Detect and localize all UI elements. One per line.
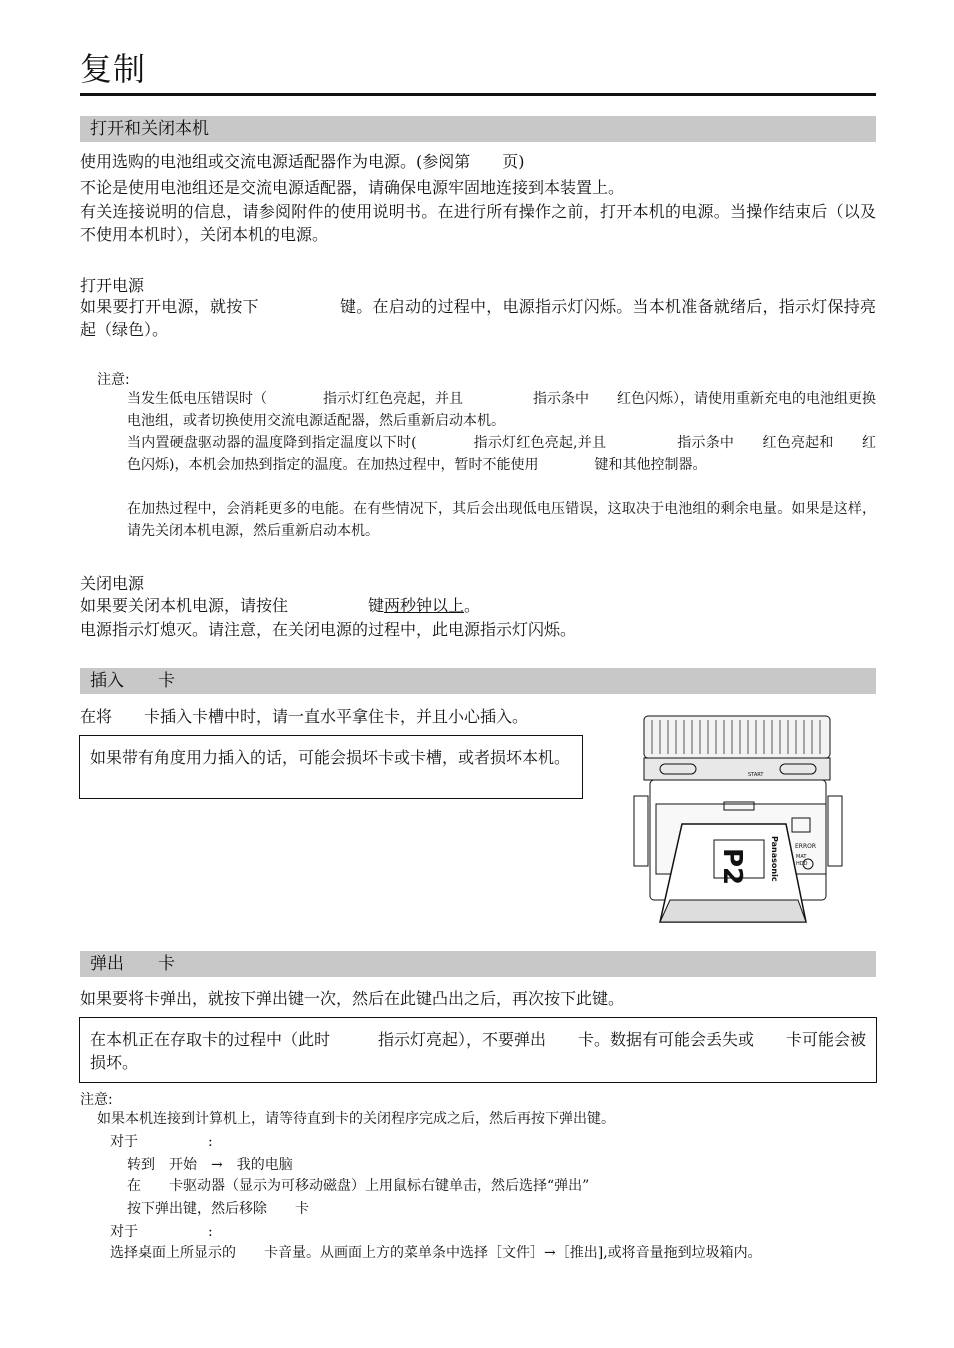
error-label: ERROR [795, 843, 817, 850]
eject-windows-step-1: 转到 开始 → 我的电脑 [127, 1157, 293, 1173]
eject-mac-label: 对于 : [110, 1224, 213, 1240]
power-note-2: 当内置硬盘驱动器的温度降到指定温度以下时( 指示灯红色亮起,并且 指示条中 红色亮起和 红色闪烁)，本机会加热到指定的温度。在加热过程中，暂时不能使用 键和其他控制器。 [127, 435, 876, 473]
power-off-emphasis: 两秒钟以上 [384, 596, 465, 615]
card-slot-illustration [630, 714, 845, 934]
page-title: 复制 [80, 50, 147, 88]
eject-windows-step-3: 按下弹出键，然后移除 卡 [127, 1201, 309, 1217]
eject-mac-step: 选择桌面上所显示的 卡音量。从画面上方的菜单条中选择［文件］→［推出],或将音量拖到垃圾箱内。 [110, 1245, 762, 1261]
power-note-1: 当发生低电压错误时（ 指示灯红色亮起，并且 指示条中 红色闪烁），请使用重新充电的电池组更换电池组，或者切换使用交流电源适配器，然后重新启动本机。 [127, 391, 876, 429]
eject-notes-label: 注意: [80, 1092, 113, 1108]
eject-note-main: 如果本机连接到计算机上，请等待直到卡的关闭程序完成之后，然后再按下弹出键。 [97, 1111, 615, 1127]
power-off-line-2: 电源指示灯熄灭。请注意，在关闭电源的过程中，此电源指示灯闪烁。 [80, 620, 577, 639]
section-heading-power: 打开和关闭本机 [80, 116, 876, 142]
mat-label: MAT [796, 854, 807, 860]
power-on-text: 如果要打开电源，就按下 键。在启动的过程中，电源指示灯闪烁。当本机准备就绪后，指示灯保持亮起（绿色）。 [80, 297, 876, 339]
section-heading-insert: 插入 卡 [80, 668, 876, 694]
power-intro-3: 有关连接说明的信息，请参阅附件的使用说明书。在进行所有操作之前，打开本机的电源。当操作结束后（以及不使用本机时），关闭本机的电源。 [80, 202, 876, 244]
power-off-line-1 [80, 594, 876, 617]
power-off-text-before: 如果要关闭本机电源，请按住 键 [80, 596, 385, 615]
power-on-heading: 打开电源 [80, 276, 145, 295]
title-divider [80, 93, 876, 96]
eject-text: 如果要将卡弹出，就按下弹出键一次，然后在此键凸出之后，再次按下此键。 [80, 989, 625, 1008]
power-notes-label: 注意: [97, 372, 130, 388]
hdd-label: HDD [796, 861, 808, 867]
start-label: START [748, 772, 764, 778]
panasonic-logo: Panasonic [770, 836, 779, 882]
power-note-3: 在加热过程中，会消耗更多的电能。在有些情况下，其后会出现低电压错误，这取决于电池组的剩余电量。如果是这样，请先关闭本机电源，然后重新启动本机。 [127, 501, 876, 539]
power-off-heading: 关闭电源 [80, 574, 145, 593]
p2-logo: P2 [717, 848, 747, 886]
eject-windows-label: 对于 : [110, 1134, 213, 1150]
eject-caution-box: 在本机正在存取卡的过程中（此时 指示灯亮起），不要弹出 卡。数据有可能会丢失或 卡可能会被损坏。 [79, 1017, 877, 1083]
power-intro-2: 不论是使用电池组还是交流电源适配器，请确保电源牢固地连接到本装置上。 [80, 178, 625, 197]
insert-caution-box: 如果带有角度用力插入的话，可能会损坏卡或卡槽，或者损坏本机。 [79, 735, 583, 799]
insert-text: 在将 卡插入卡槽中时，请一直水平拿住卡，并且小心插入。 [80, 707, 529, 726]
power-off-text-after: 。 [464, 596, 481, 615]
eject-windows-step-2: 在 卡驱动器（显示为可移动磁盘）上用鼠标右键单击，然后选择“弹出” [127, 1178, 590, 1194]
section-heading-eject: 弹出 卡 [80, 951, 876, 977]
power-intro-1: 使用选购的电池组或交流电源适配器作为电源。(参阅第 页) [80, 152, 525, 171]
